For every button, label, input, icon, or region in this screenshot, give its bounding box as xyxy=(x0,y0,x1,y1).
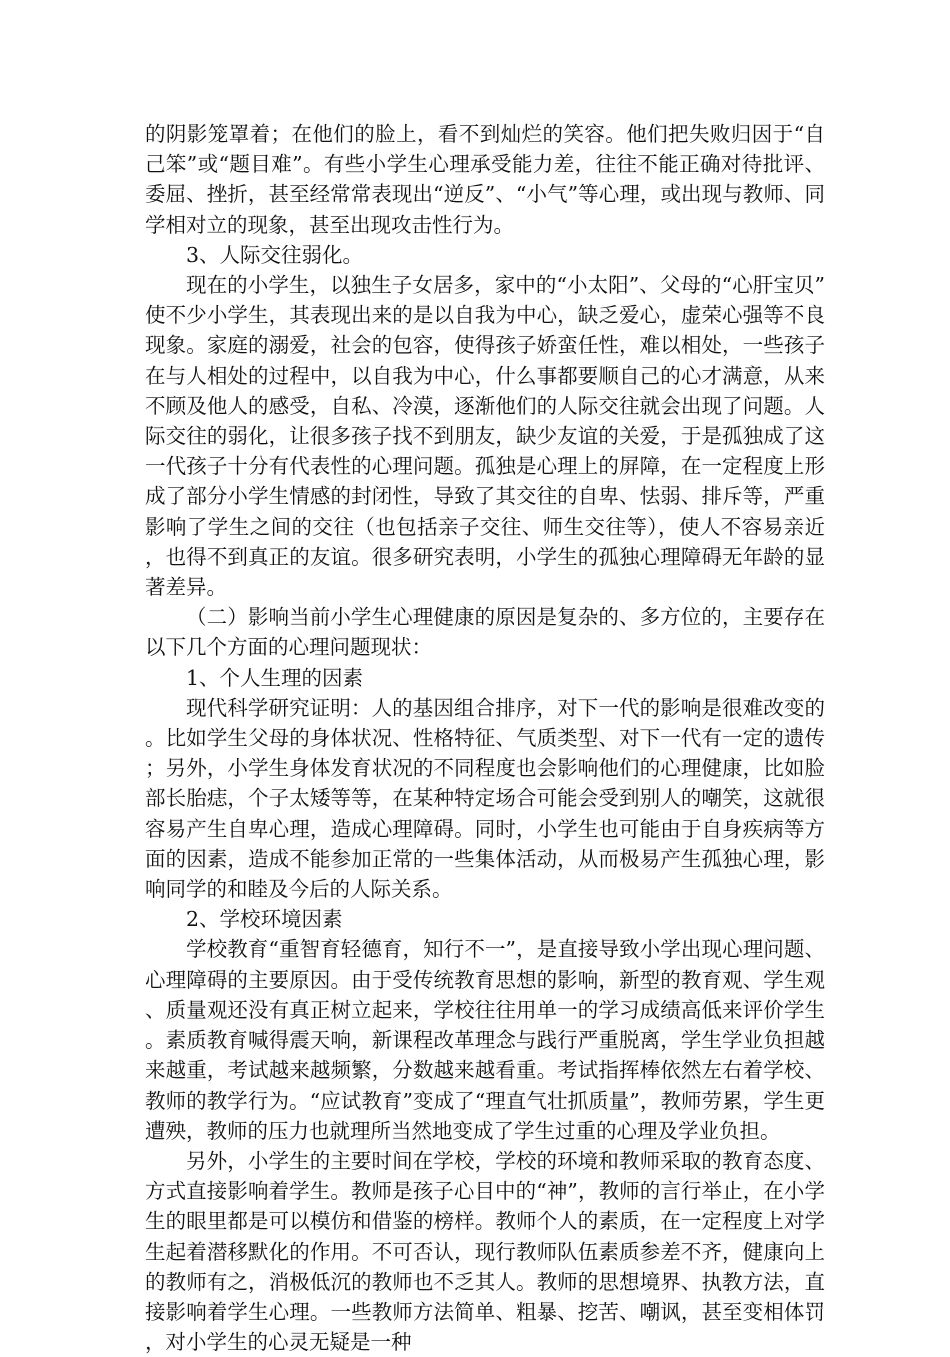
paragraph-interpersonal: 现在的小学生，以独生子女居多，家中的“小太阳”、父母的“心肝宝贝”使不少小学生，其表现出来的是以自我为中心，缺乏爱心，虚荣心强等不良现象。家庭的溺爱，社会的包容，使得孩子娇蛮任性，难以相处，一些孩子在与人相处的过程中，以自我为中心，什么事都要顺自己的心才满意，从来不顾及他人的感受，自私、冷漠，逐渐他们的人际交往就会出现了问题。人际交往的弱化，让很多孩子找不到朋友，缺少友谊的关爱，于是孤独成了这一代孩子十分有代表性的心理问题。孤独是心理上的屏障，在一定程度上形成了部分小学生情感的封闭性，导致了其交往的自卑、怯弱、排斥等，严重影响了学生之间的交往（也包括亲子交往、师生交往等），使人不容易亲近，也得不到真正的友谊。很多研究表明，小学生的孤独心理障碍无年龄的显著差异。 xyxy=(145,273,825,600)
paragraph-school-education: 学校教育“重智育轻德育，知行不一”，是直接导致小学出现心理问题、心理障碍的主要原因。由于受传统教育思想的影响，新型的教育观、学生观、质量观还没有真正树立起来，学校往往用单一的学习成绩高低来评价学生。素质教育喊得震天响，新课程改革理念与践行严重脱离，学生学业负担越来越重，考试越来越频繁，分数越来越看重。考试指挥棒依然左右着学校、教师的教学行为。“应试教育”变成了“理直气壮抓质量”，教师劳累，学生更遭殃，教师的压力也就理所当然地变成了学生过重的心理及学业负担。 xyxy=(145,937,825,1143)
document-body xyxy=(145,119,825,1357)
paragraph-teacher-influence: 另外，小学生的主要时间在学校，学校的环境和教师采取的教育态度、方式直接影响着学生。教师是孩子心目中的“神”，教师的言行举止，在小学生的眼里都是可以模仿和借鉴的榜样。教师个人的素质，在一定程度上对学生起着潜移默化的作用。不可否认，现行教师队伍素质参差不齐，健康向上的教师有之，消极低沉的教师也不乏其人。教师的思想境界、执教方法，直接影响着学生心理。一些教师方法简单、粗暴、挖苦、嘲讽，甚至变相体罚，对小学生的心灵无疑是一种 xyxy=(145,1148,825,1355)
paragraph-causes-intro: （二）影响当前小学生心理健康的原因是复杂的、多方位的，主要存在以下几个方面的心理问题现状： xyxy=(145,605,825,660)
heading-school-environment: 2、学校环境因素 xyxy=(186,907,343,932)
heading-physiological-factors: 1、个人生理的因素 xyxy=(186,665,364,690)
heading-interpersonal-weakening: 3、人际交往弱化。 xyxy=(186,242,364,267)
paragraph-physiological: 现代科学研究证明：人的基因组合排序，对下一代的影响是很难改变的。比如学生父母的身体状况、性格特征、气质类型、对下一代有一定的遗传；另外，小学生身体发育状况的不同程度也会影响他们的心理健康，比如脸部长胎痣，个子太矮等等，在某种特定场合可能会受到别人的嘲笑，这就很容易产生自卑心理，造成心理障碍。同时，小学生也可能由于自身疾病等方面的因素，造成不能参加正常的一些集体活动，从而极易产生孤独心理，影响同学的和睦及今后的人际关系。 xyxy=(145,695,825,902)
paragraph-continuation: 的阴影笼罩着；在他们的脸上，看不到灿烂的笑容。他们把失败归因于“自己笨”或“题目难”。有些小学生心理承受能力差，往往不能正确对待批评、委屈、挫折，甚至经常常表现出“逆反”、“小气”等心理，或出现与教师、同学相对立的现象，甚至出现攻击性行为。 xyxy=(145,122,825,237)
